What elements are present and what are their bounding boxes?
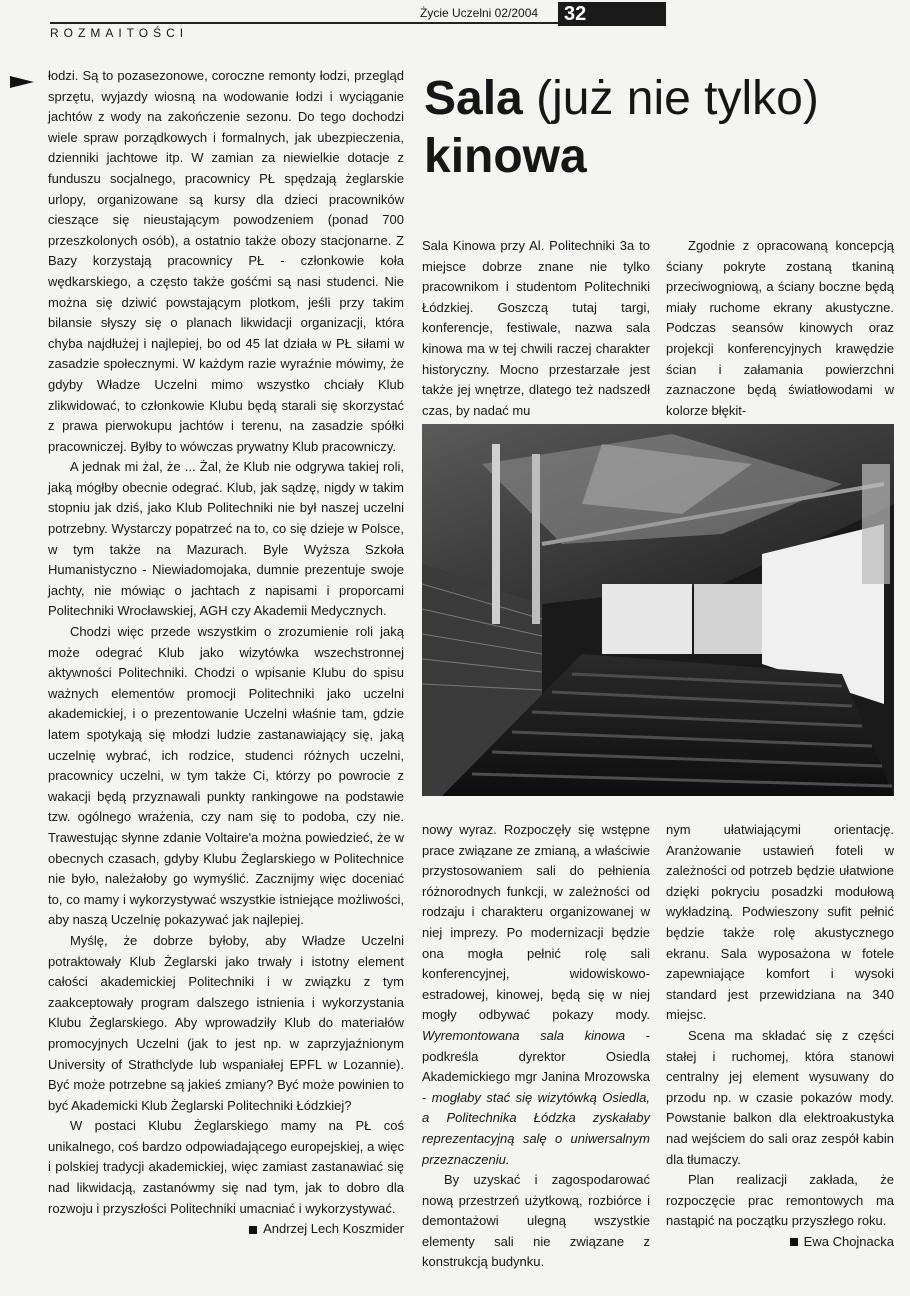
concept-paragraph: Zgodnie z opracowaną koncepcją ściany pokryte zostaną tkaniną przeciwogniową, a ściany boczne będą miały ruchome ekrany akustyczne. Podczas seansów kinowych oraz projekcji konferencyjnych krawędzie ścian i załamania powierzchni zaznaczone będą światłowodami w kolorze błękit- xyxy=(666,238,894,418)
left-paragraph-2: A jednak mi żal, że ... Żal, że Klub nie odgrywa takiej roli, jaką mógłby obecnie odegrać. Klub, jak sądzę, nigdy w takim stopniu jak dziś, jako Klub Politechniki nie był naszej uczelni potrzebny. Wystarczy popatrzeć na to, co się dzieje w Polsce, w tym także na Mazurach. Byle Wyższa Szkoła Humanistyczno - Niewiadomojaka, dumnie prezentuje swoje jachty, nie mówiąc o jachtach z napisami i proporcami Politechniki Wrocławskiej, AGH czy Akademii Medycznych. xyxy=(48,459,404,619)
intro-paragraph: Sala Kinowa przy Al. Politechniki 3a to miejsce dobrze znane nie tylko pracownikom i studentom Politechniki Łódzkiej. Goszczą tutaj targi, konferencje, festiwale, nazwa sala kinowa ma w tej chwili raczej charakter historyczny. Mocno przestarzałe jest także jej wnętrze, dlatego też nadszedł czas, by nadać mu xyxy=(422,238,650,418)
left-paragraph-3: Chodzi więc przede wszystkim o zrozumienie roli jaką może odegrać Klub jako wizytówka wszechstronnej aktywności Politechniki. Chodzi o wpisanie Klubu do spisu ważnych elementów promocji Politechniki jako uczelni akademickiej, i o prezentowanie Uczelni właśnie tam, gdzie latem spotykają się młodzi ludzie zastanawiający się, jaką uczelnię wybrać, ich rodzice, studenci różnych uczelni, pracownicy uczelni, w tym także Ci, którzy po powrocie z wakacji będą przyznawali punkty rankingowe na podstawie tzw. ogólnego wrażenia, czy nam się to podoba, czy nie. Trawestując słynne zdanie Voltaire'a można powiedzieć, że w obecnych czasach, gdyby Klubu Żeglarskiego w Politechnice nie było, należałoby go wymyślić. Zacznijmy więc doceniać to, co mamy i wykorzystywać wszystkie istniejące możliwości, aby naszą Uczelnię pokazywać jak najlepiej. xyxy=(48,624,404,928)
left-author-line xyxy=(48,1219,404,1240)
quote-attribution: - podkreśla dyrektor Osiedla Akademickiego mgr Janina Mrozowska - xyxy=(422,1027,650,1105)
modernization-paragraph xyxy=(422,820,650,1170)
left-paragraph-4: Myślę, że dobrze byłoby, aby Władze Uczelni potraktowały Klub Żeglarski jako trwały i istotny element całości akademickiej Politechniki i w związku z tym zaakceptowały program dalszego istnienia i wykorzystania Klubu Żeglarskiego. Aby wprowadziły Klub do materiałów promocyjnych Uczelni (jak to jest np. w zaprzyjaźnionym University of Strathclyde lub wspaniałej EPFL w Lozannie). Być może potrzebne są jakieś zmiany? Być może powinien to być Akademicki Klub Żeglarski Politechniki Łódzkiej? xyxy=(48,932,404,1113)
quote-italic-1: Wyremontowana sala kinowa xyxy=(422,1027,626,1043)
right-col2-bottom xyxy=(666,820,894,1252)
header-rule xyxy=(50,22,567,24)
arrangement-paragraph: nym ułatwiającymi orientację. Aranżowanie ustawień foteli w zależności od potrzeb będzie ułatwione dzięki pokryciu posadzki modułową wykładziną. Podwieszony sufit pełnić będzie także rolę akustycznego ekranu. Sala wyposażona w fotele zapewniające komfort i wysoki standard jest przewidziana na 340 miejsc. xyxy=(666,822,894,1023)
end-mark-icon xyxy=(790,1238,798,1246)
right-col1-bottom xyxy=(422,820,650,1273)
page-number: 32 xyxy=(558,2,666,26)
demolition-paragraph: By uzyskać i zagospodarować nową przestrzeń użytkową, rozbiórce i demontażowi ulegną wszystkie elementy sali nie związane z konstrukcją budynku. xyxy=(422,1172,650,1270)
quote-italic-2: mogłaby stać się wizytówką Osiedla, a Politechnika Łódzka zyskałaby reprezentacyjną salę o uniwersalnym przeznaczeniu. xyxy=(422,1089,650,1167)
title-subtitle: (już nie tylko) xyxy=(522,72,819,125)
plan-paragraph: Plan realizacji zakłada, że rozpoczęcie prac remontowych ma nastąpić na początku przyszłego roku. xyxy=(666,1172,894,1229)
left-article xyxy=(48,66,404,1240)
left-author: Andrzej Lech Koszmider xyxy=(263,1221,404,1237)
title-word-sala: Sala xyxy=(424,72,523,125)
left-paragraph-1: łodzi. Są to pozasezonowe, coroczne remonty łodzi, przegląd sprzętu, wyjazdy wiosną na wodowanie łodzi i wyciąganie jachtów z wody na zakończenie sezonu. Do tego dochodzi wiele spraw porządkowych i formalnych, jak ubezpieczenia, dzienniki jachtowe itp. W zamian za niewielkie dotacje z funduszu socjalnego, pracownicy PŁ spędzają żeglarskie urlopy, organizowane są kursy dla dzieci pracowników cieszące się nieustającym powodzeniem (ponad 700 przeszkolonych osób), a ostatnio także obozy stacjonarne. Z Bazy korzystają pracownicy PŁ - członkowie koła wędkarskiego, a często także gośćmi są nasi studenci. Nie można się dziwić powstającym plotkom, jeśli przy takim bilansie słyszy się o planach likwidacji organizacji, która chyba najdłużej i najlepiej, bo od 45 lat działa w PŁ siłami w zasadzie społecznymi. W każdym razie wyraźnie mówimy, że gdyby Władze Uczelni mimo wszystko chciały Klub zlikwidować, to członkowie Klubu będą starali się skorzystać z prawa pierwokupu jachtów i terenu, na zasadzie spółki pracowniczej. Byłby to wówczas prywatny Klub pracowniczy. xyxy=(48,68,404,454)
continuation-arrow-icon xyxy=(10,76,34,88)
modernization-text: nowy wyraz. Rozpoczęły się wstępne prace związane ze zmianą, a właściwie przystosowaniem sali do pełnienia różnorodnych funkcji, w zależności od rodzaju i charakteru organizowanej w niej imprezy. Po modernizacji będzie ona mogła pełnić rolę sali konferencyjnej, widowiskowo-estradowej, kinowej, będą się w niej mogły odbywać pokazy mody. xyxy=(422,822,650,1023)
end-mark-icon xyxy=(249,1226,257,1234)
right-author-line xyxy=(666,1232,894,1253)
right-col1-top xyxy=(422,236,650,421)
section-label: ROZMAITOŚCI xyxy=(50,26,189,40)
article-title xyxy=(424,70,819,186)
stage-paragraph: Scena ma składać się z części stałej i ruchomej, która stanowi centralny jej element wysuwany do przodu np. w czasie pokazów mody. Powstanie balkon dla elektroakustyka nad wejściem do sali oraz zespół kabin dla tłumaczy. xyxy=(666,1027,894,1167)
publication-title: Życie Uczelni 02/2004 xyxy=(420,6,539,20)
cinema-hall-photo xyxy=(422,424,894,796)
right-author: Ewa Chojnacka xyxy=(803,1233,894,1249)
left-paragraph-5: W postaci Klubu Żeglarskiego mamy na PŁ coś unikalnego, coś bardzo odpowiadającego europejskiej, a więc i polskiej tradycji akademickiej, więc zamiast zastanawiać się nad likwidacją, zastanówmy się nad tym, jak to dobro dla rozwoju i przyszłości Politechniki umacniać i wykorzystywać. xyxy=(48,1118,404,1216)
right-col2-top xyxy=(666,236,894,421)
title-word-kinowa: kinowa xyxy=(424,130,587,183)
